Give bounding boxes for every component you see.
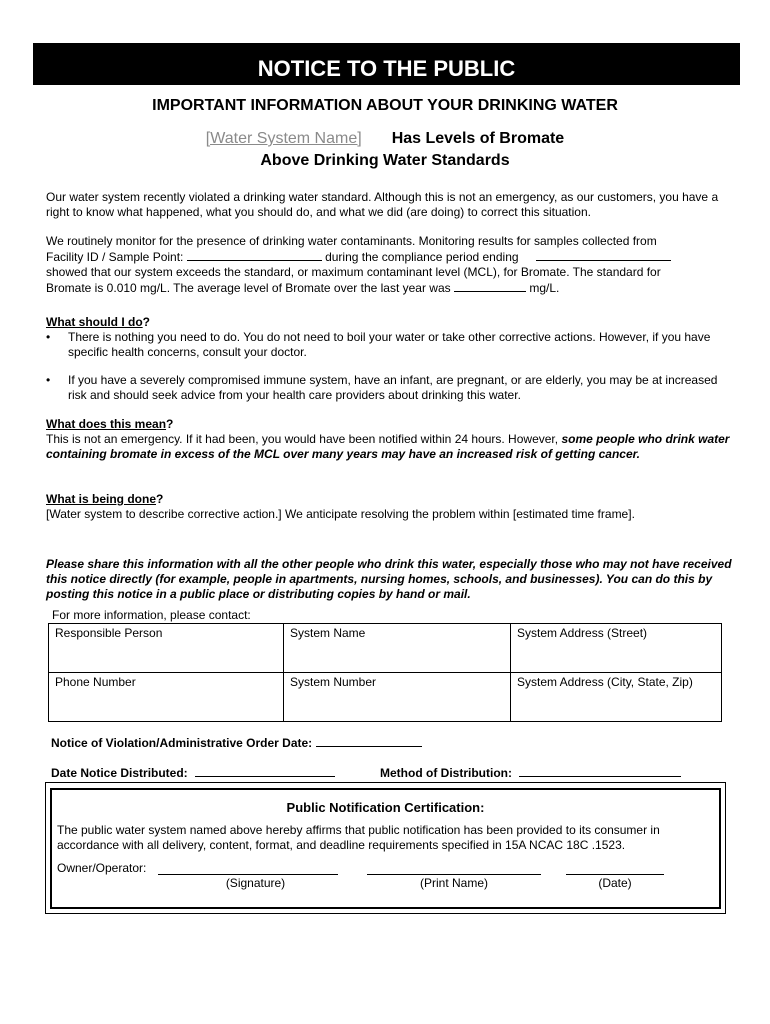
compliance-label: during the compliance period ending (325, 250, 519, 264)
heading-question-mark: ? (156, 492, 164, 506)
what-does-this-mean-heading (46, 417, 736, 432)
contact-cell: Responsible Person (49, 624, 284, 673)
what-is-being-done-heading (46, 492, 736, 507)
bullet-text-2: If you have a severely compromised immune system, have an infant, are pregnant, or are elderly, you may be at increased risk and should seek advice from your health care providers about drinking this water. (68, 373, 718, 402)
notice-banner (33, 43, 740, 85)
what-does-this-mean-text (46, 432, 736, 462)
compliance-blank (536, 249, 671, 261)
headline-line-2: Above Drinking Water Standards (260, 152, 510, 169)
contact-cell: System Address (City, State, Zip) (511, 673, 722, 722)
heading-question-mark: ? (166, 417, 174, 431)
section-heading: What does this mean (46, 417, 167, 431)
intro-paragraph: Our water system recently violated a drinking water standard. Although this is not an emergency, as our customers, you have a right to know what happened, what you should do, and what we did (are doing) to correct this situation. (46, 190, 719, 219)
violation-date-blank (316, 735, 422, 747)
print-name-caption: (Print Name) (419, 876, 488, 890)
date-line (566, 873, 664, 875)
meaning-text: This is not an emergency. If it had been, you would have been notified within 24 hours. However, (46, 432, 559, 446)
violation-date-label: Notice of Violation/Administrative Order Date: (51, 736, 313, 750)
table-row (49, 673, 722, 722)
contact-cell: System Address (Street) (511, 624, 722, 673)
method-distribution-blank (519, 765, 681, 777)
bullet-item-1 (46, 330, 736, 362)
contact-cell: System Number (284, 673, 511, 722)
contact-table (48, 623, 722, 722)
print-name-line (367, 873, 541, 875)
date-distributed-field (51, 765, 335, 780)
violation-date-field (51, 735, 422, 750)
average-unit: mg/L. (529, 281, 560, 295)
what-is-being-done-text: [Water system to describe corrective action.] We anticipate resolving the problem within [estimated time frame]. (46, 507, 635, 521)
monitoring-line-1: We routinely monitor for the presence of drinking water contaminants. Monitoring results for samples collected from (46, 234, 657, 248)
table-row (49, 624, 722, 673)
bullet-icon: • (46, 330, 51, 344)
signature-caption: (Signature) (225, 876, 286, 890)
method-distribution-label: Method of Distribution: (380, 766, 512, 780)
monitoring-paragraph (46, 234, 736, 296)
heading-question-mark: ? (142, 315, 150, 329)
monitoring-line-4 (46, 280, 736, 296)
certification-text: The public water system named above hereby affirms that public notification has been provided to its consumer in accordance with all delivery, content, format, and deadline requirements specified in 15A NCAC 18C .1523. (57, 823, 660, 852)
page-subtitle: IMPORTANT INFORMATION ABOUT YOUR DRINKING WATER (152, 97, 618, 114)
headline-line-1 (0, 130, 770, 148)
banner-title: NOTICE TO THE PUBLIC (257, 56, 516, 81)
contact-cell: System Name (284, 624, 511, 673)
section-heading: What should I do (46, 315, 143, 329)
section-heading: What is being done (46, 492, 156, 506)
meaning-emphasis: some people who drink water containing bromate in excess of the MCL over many years may have an increased risk of getting cancer. (46, 432, 730, 461)
method-distribution-field (380, 765, 681, 780)
water-system-name-placeholder: [Water System Name] (205, 130, 362, 147)
average-label: Bromate is 0.010 mg/L. The average level of Bromate over the last year was (46, 281, 451, 295)
date-distributed-blank (195, 765, 335, 777)
bullet-icon: • (46, 373, 51, 387)
share-notice-paragraph: Please share this information with all the other people who drink this water, especially those who may not have received this notice directly (for example, people in apartments, nursing homes, schools, and businesses). You can do this by posting this notice in a public place or distributing copies by hand or mail. (46, 557, 732, 601)
monitoring-line-2 (46, 249, 736, 265)
date-caption: (Date) (598, 876, 632, 890)
signature-line (158, 873, 338, 875)
date-distributed-label: Date Notice Distributed: (51, 766, 188, 780)
contact-intro: For more information, please contact: (52, 608, 251, 622)
monitoring-line-3: showed that our system exceeds the standard, or maximum contaminant level (MCL), for Bromate. The standard for (46, 265, 661, 279)
owner-operator-label: Owner/Operator: (57, 861, 147, 875)
bullet-item-2 (46, 373, 736, 405)
what-should-i-do-heading (46, 315, 736, 330)
bullet-text-1: There is nothing you need to do. You do not need to boil your water or take other corrective actions. However, if you have specific health concerns, consult your doctor. (68, 330, 711, 359)
contact-cell: Phone Number (49, 673, 284, 722)
certification-title: Public Notification Certification: (286, 800, 485, 815)
average-blank (454, 280, 526, 292)
headline-text-1: Has Levels of Bromate (391, 130, 565, 147)
facility-blank (187, 249, 322, 261)
facility-label: Facility ID / Sample Point: (46, 250, 184, 264)
